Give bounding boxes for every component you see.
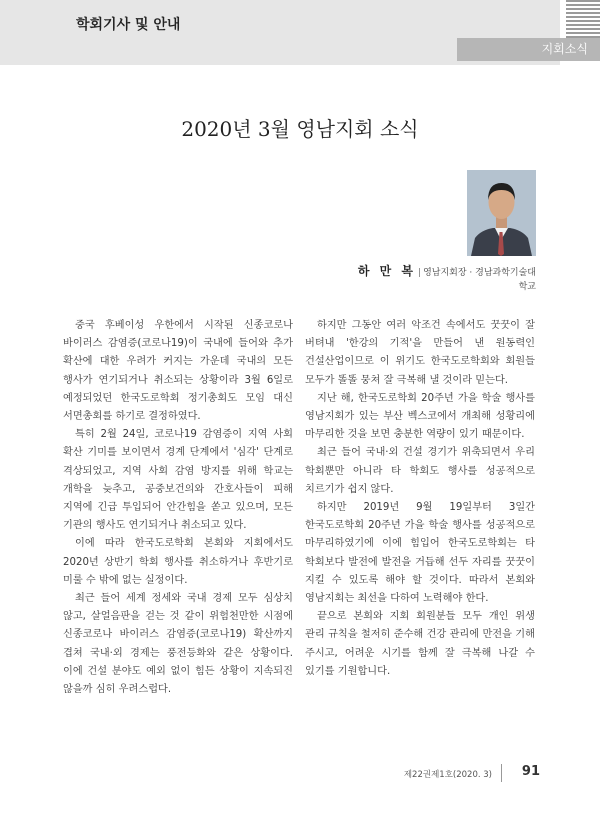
issue-label: 제22권제1호(2020. 3) [403,770,492,780]
paragraph: 중국 후베이성 우한에서 시작된 신종코로나 바이러스 감염증(코로나19)이 국내에 들어와 추가 확산에 대한 우려가 커지는 가운데 국내의 모든 행사가 연기되거나 취소되는 상황이라 3월 6일로 예정되었던 한국도로학회 정기총회도 모임 대신 서면총회를 하기로 결정하였다. [63,320,293,423]
author-name: 하 만 복 [357,264,417,278]
article-title: 2020년 3월 영남지회 소식 [181,117,419,141]
paragraph: 지난 해, 한국도로학회 20주년 가을 학술 행사를 영남지회가 있는 부산 벡스코에서 개최해 성황리에 마무리한 것을 보면 충분한 역량이 있기 때문이다. [305,392,535,441]
category-tab: 지회소식 [457,38,600,61]
page-footer [380,761,540,787]
paragraph: 특히 2월 24일, 코로나19 감염증이 지역 사회 확산 기미를 보이면서 경계 단계에서 '심각' 단계로 격상되었고, 지역 사회 감염 방지를 위해 학교는 개학을 늦추고, 공중보건의와 간호사들이 피해 지역에 긴급 투입되어 안간힘을 쏟고 있으며, 모든 기관의 행사도 연기되거나 취소되고 있다. [63,429,293,532]
paragraph: 하지만 2019년 9월 19일부터 3일간 한국도로학회 20주년 가을 학술 행사를 성공적으로 마무리하였기에 이에 힘입어 한국도로학회는 타 학회보다 발전에 발전을 거듭해 선두 자리를 꿋꿋이 지킬 수 있도록 해야 할 것이다. 따라서 본회와 영남지회는 최선을 다하여 노력해야 한다. [305,502,535,605]
paragraph: 최근 들어 국내·외 건설 경기가 위축되면서 우리 학회뿐만 아니라 타 학회도 행사를 성공적으로 치르기가 쉽지 않다. [305,447,535,495]
body-column-right [305,317,535,681]
author-role: 영남지회장 · 경남과학기술대학교 [423,268,536,292]
page-number: 91 [521,764,540,779]
body-column-left [63,317,293,699]
paragraph: 이에 따라 한국도로학회 본회와 지회에서도 2020년 상반기 학회 행사를 취소하거나 후반기로 미룰 수 밖에 없는 실정이다. [63,538,293,586]
author-byline [350,262,536,292]
byline-separator: | [418,268,422,278]
section-title: 학회기사 및 안내 [76,17,181,33]
footer-divider [501,764,502,782]
author-photo [467,170,536,256]
paragraph: 끝으로 본회와 지회 회원분들 모두 개인 위생 관리 규칙을 철저히 준수해 건강 관리에 만전을 기해 주시고, 어려운 시기를 함께 잘 극복해 나갈 수 있기를 기원합니다. [305,611,535,677]
paragraph: 하지만 그동안 여러 악조건 속에서도 꿋꿋이 잘 버텨내 '한강의 기적'을 만들어 낸 원동력인 건설산업이므로 이 위기도 한국도로학회와 회원들 모두가 똘똘 뭉쳐 잘 극복해 낼 것이라 믿는다. [305,320,535,386]
paragraph: 최근 들어 세계 정세와 국내 경제 모두 심상치 않고, 살얼음판을 걷는 것 같이 위험천만한 시점에 신종코로나 바이러스 감염증(코로나19) 확산까지 겹쳐 국내·외 경제는 풍전등화와 같은 상황이다. 이에 건설 분야도 예외 없이 힘든 상황이 지속되진 않을까 심히 우려스럽다. [63,593,293,696]
